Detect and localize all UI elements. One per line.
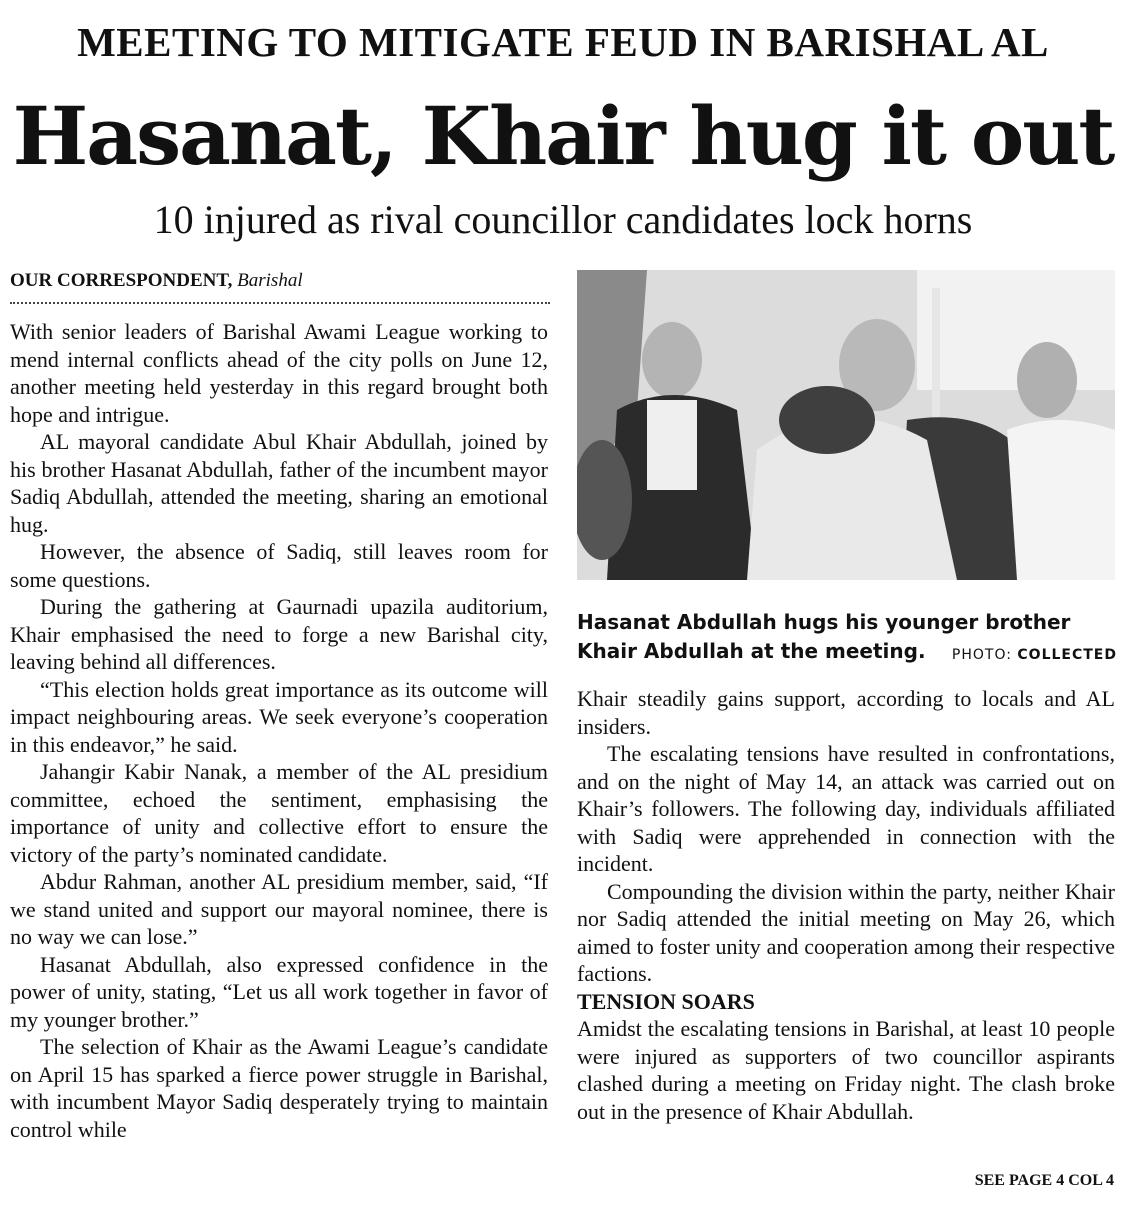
caption-text: Hasanat Abdullah hugs his younger brother Khair Abdullah at the meeting. [577, 610, 1071, 663]
byline-author: OUR CORRESPONDENT, [10, 270, 233, 291]
paragraph: Hasanat Abdullah, also expressed confidence in the power of unity, stating, “Let us all work together in favor of my younger brother.” [10, 951, 548, 1032]
photo-caption [577, 608, 1117, 670]
body-column-left [10, 318, 548, 1143]
byline-location: Barishal [237, 270, 303, 291]
paragraph: The selection of Khair as the Awami League’s candidate on April 15 has sparked a fierce power struggle in Barishal, with incumbent Mayor Sadiq desperately trying to maintain control while [10, 1034, 548, 1142]
paragraph: Abdur Rahman, another AL presidium member, said, “If we stand united and support our mayoral nominee, there is no way we can lose.” [10, 869, 548, 949]
paragraph: “This election holds great importance as its outcome will impact neighbouring areas. We seek everyone’s cooperation in this endeavor,” he said. [10, 676, 548, 757]
headline: Hasanat, Khair hug it out [12, 89, 1114, 183]
paragraph: Compounding the division within the party, neither Khair nor Sadiq attended the initial meeting on May 26, which aimed to foster unity and cooperation among their respective factions. [577, 878, 1115, 986]
paragraph: Khair steadily gains support, according to locals and AL insiders. [577, 686, 1115, 739]
photo-illustration [577, 270, 1115, 580]
paragraph: The escalating tensions have resulted in confrontations, and on the night of May 14, an attack was carried out on Khair’s followers. The following day, individuals affiliated with Sadiq were apprehended in connection with the incident. [577, 741, 1115, 876]
paragraph: However, the absence of Sadiq, still leaves room for some questions. [10, 539, 548, 592]
paragraph: Amidst the escalating tensions in Barishal, at least 10 people were injured as supporters of two councillor aspirants clashed during a meeting on Friday night. The clash broke out in the presence of Khair Abdullah. [577, 1016, 1115, 1124]
jump-line: SEE PAGE 4 COL 4 [974, 1172, 1114, 1189]
paragraph: With senior leaders of Barishal Awami League working to mend internal conflicts ahead of the city polls on June 12, another meeting held yesterday in this regard brought both hope and intrigue. [10, 319, 548, 427]
byline [10, 270, 550, 292]
subhead: TENSION SOARS [577, 988, 755, 1014]
kicker: MEETING TO MITIGATE FEUD IN BARISHAL AL [77, 19, 1049, 65]
paragraph: Jahangir Kabir Nanak, a member of the AL presidium committee, echoed the sentiment, emphasising the importance of unity and collective effort to ensure the victory of the party’s nominated candidate. [10, 759, 548, 867]
byline-divider [10, 302, 550, 304]
body-column-right [577, 685, 1115, 1125]
credit-source: COLLECTED [1017, 647, 1117, 663]
photo-credit [952, 641, 1117, 670]
paragraph: During the gathering at Gaurnadi upazila auditorium, Khair emphasised the need to forge a new Barishal city, leaving behind all differences. [10, 594, 548, 674]
deck: 10 injured as rival councillor candidates lock horns [153, 197, 973, 242]
news-photo [577, 270, 1115, 580]
credit-label: PHOTO: [951, 647, 1012, 663]
paragraph: AL mayoral candidate Abul Khair Abdullah, joined by his brother Hasanat Abdullah, father of the incumbent mayor Sadiq Abdullah, attended the meeting, sharing an emotional hug. [10, 429, 548, 537]
